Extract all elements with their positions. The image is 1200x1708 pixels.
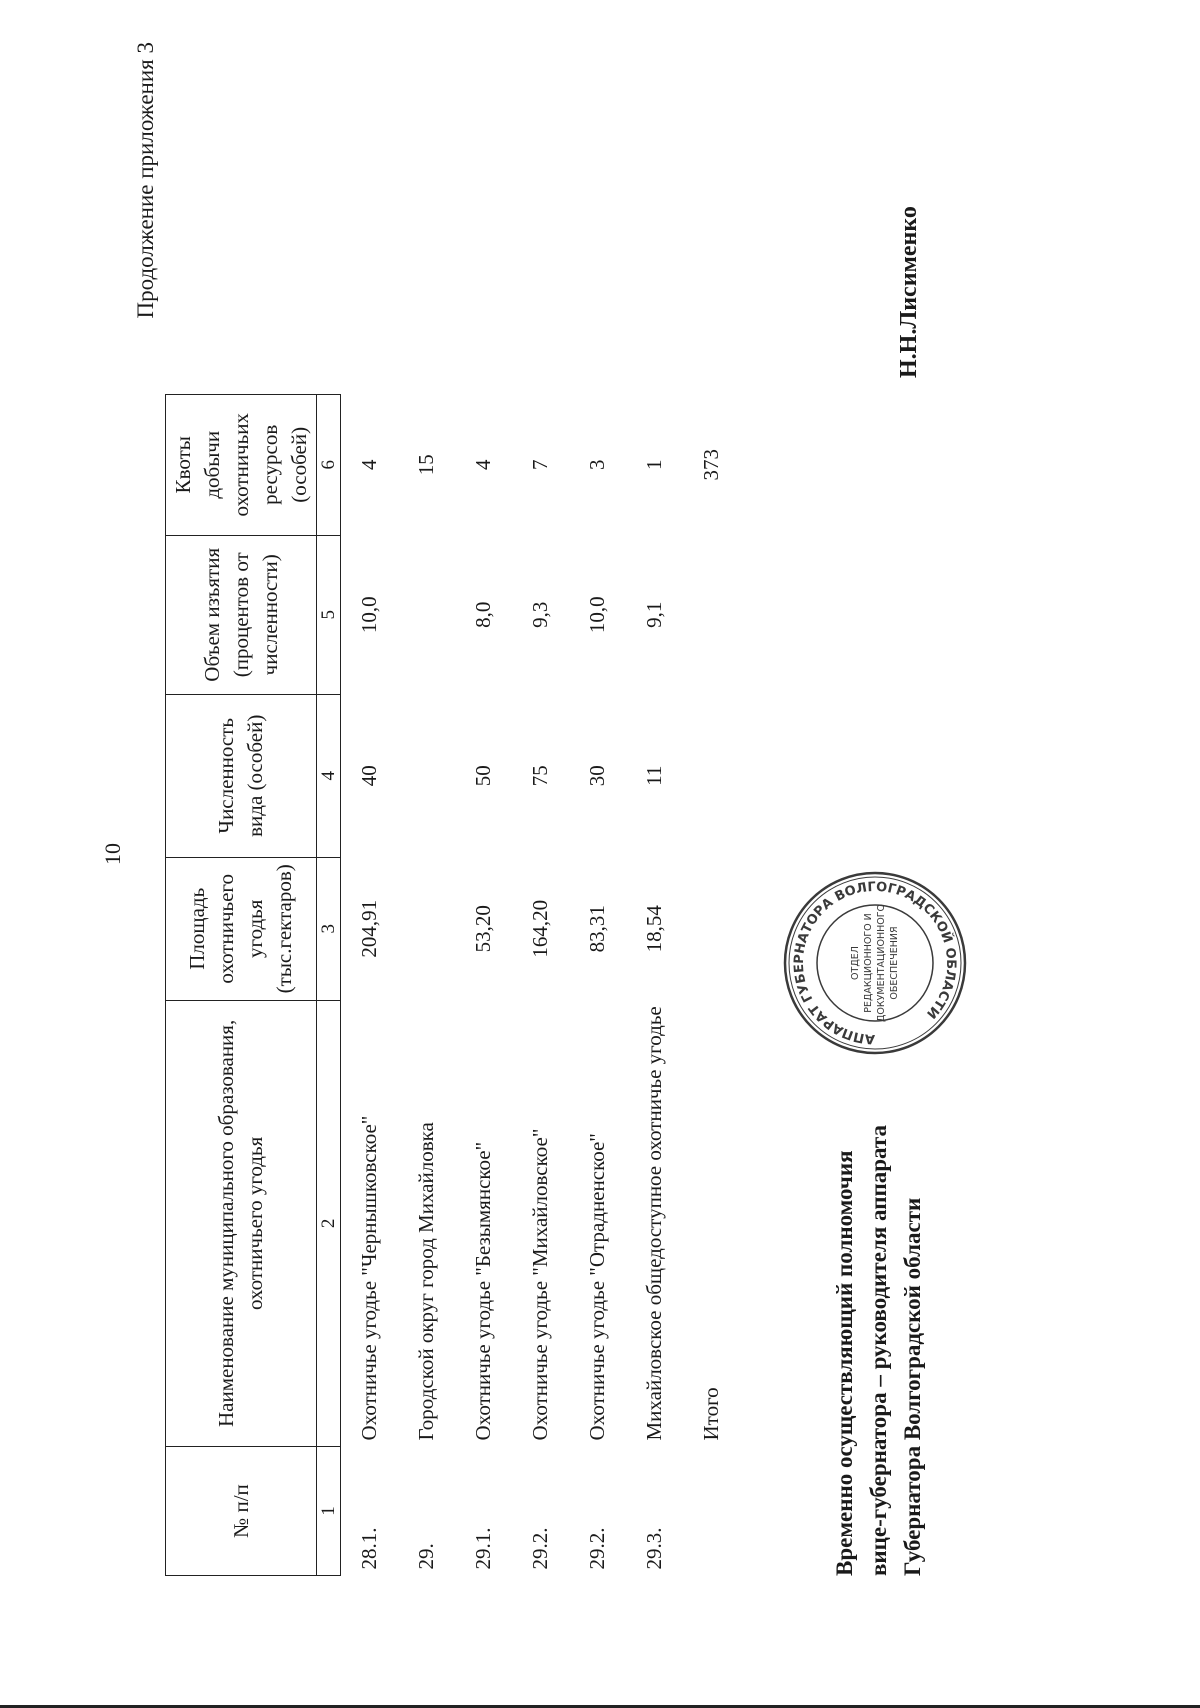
row-area: 18,54 [642,905,666,953]
row-number: 29.2. [528,1527,552,1570]
row-number [683,1447,740,1576]
row-area: 83,31 [585,905,609,953]
table-row [512,394,569,1575]
row-number: 28.1. [357,1527,381,1570]
row-percent: 9,3 [528,601,552,628]
signature-title-line: Временно осуществляющий полномочия [832,1150,857,1576]
continuation-label: Продолжение приложения 3 [133,42,158,319]
stamp-inner-line: ОБЕСПЕЧЕНИЯ [889,926,900,1000]
header-quota: Квоты добычи охотничьих ресурсов (особей) [166,394,317,535]
signature-title-line: Губернатора Волгоградской области [900,1197,925,1576]
header-percent: Объем изъятия (процентов от численности) [166,535,317,694]
signature-title-line: вице-губернатора – руководителя аппарата [866,1124,891,1576]
table-row [398,394,455,1575]
row-percent [398,535,455,694]
stamp-inner-line: РЕДАКЦИОННОГО И [863,913,874,1013]
row-area: 53,20 [471,905,495,953]
signer-name: Н.Н.Лисименко [896,206,922,378]
header-count: Численность вида (особей) [166,694,317,857]
row-name: Городской округ город Михайловка [414,1122,438,1441]
column-number-row [317,394,341,1575]
row-area: 204,91 [357,899,381,958]
column-number: 3 [317,857,341,1000]
row-name: Охотничье угодье "Михайловское" [528,1128,552,1441]
table-header-row [166,394,317,1575]
row-area: 164,20 [528,899,552,958]
row-number: 29.2. [585,1527,609,1570]
row-number: 29.1. [471,1527,495,1570]
row-quota: 15 [414,454,438,476]
row-percent [683,535,740,694]
row-count [398,694,455,857]
row-percent: 10,0 [357,596,381,634]
table-row [455,394,512,1575]
row-name: Охотничье угодье "Безымянское" [471,1141,495,1441]
header-area: Площадь охотничьего угодья (тыс.гектаров) [166,857,317,1000]
row-count: 75 [528,765,552,787]
row-count: 50 [471,765,495,787]
column-number: 1 [317,1447,341,1576]
row-area [398,857,455,1000]
row-count: 11 [642,765,666,786]
page-number: 10 [100,843,125,865]
row-name: Охотничье угодье "Отрадненское" [585,1133,609,1441]
row-area [683,857,740,1000]
row-percent: 8,0 [471,601,495,628]
header-number: № п/п [166,1447,317,1576]
row-quota: 3 [585,459,609,471]
row-quota: 373 [699,449,723,481]
row-count: 30 [585,765,609,787]
quota-table [165,394,740,1576]
table-row [626,394,683,1575]
header-name: Наименование муниципального образования, охотничьего угодья [166,1000,317,1446]
signature-block [828,1125,930,1576]
row-percent: 10,0 [585,596,609,634]
stamp-inner-line: ДОКУМЕНТАЦИОННОГО [876,903,887,1023]
table-total-row [683,394,740,1575]
row-name: Итого [699,1387,723,1441]
stamp-outer-text: АППАРАТ ГУБЕРНАТОРА ВОЛГОГРАДСКОЙ ОБЛАСТИ [791,879,959,1047]
stamp-inner-line: ОТДЕЛ [850,946,861,980]
row-count [683,694,740,857]
column-number: 4 [317,694,341,857]
row-quota: 4 [471,459,495,471]
official-stamp-icon [780,868,970,1058]
row-percent: 9,1 [642,601,666,628]
row-count: 40 [357,765,381,787]
table-row [341,394,399,1575]
row-quota: 7 [528,459,552,471]
row-quota: 1 [642,459,666,471]
row-number: 29.3. [642,1527,666,1570]
table-row [569,394,626,1575]
column-number: 5 [317,535,341,694]
column-number: 2 [317,1000,341,1446]
row-quota: 4 [357,459,381,471]
row-name: Михайловское общедоступное охотничье угодье [642,1006,666,1441]
column-number: 6 [317,394,341,535]
row-number: 29. [414,1543,438,1570]
row-name: Охотничье угодье "Чернышковское" [357,1115,381,1441]
